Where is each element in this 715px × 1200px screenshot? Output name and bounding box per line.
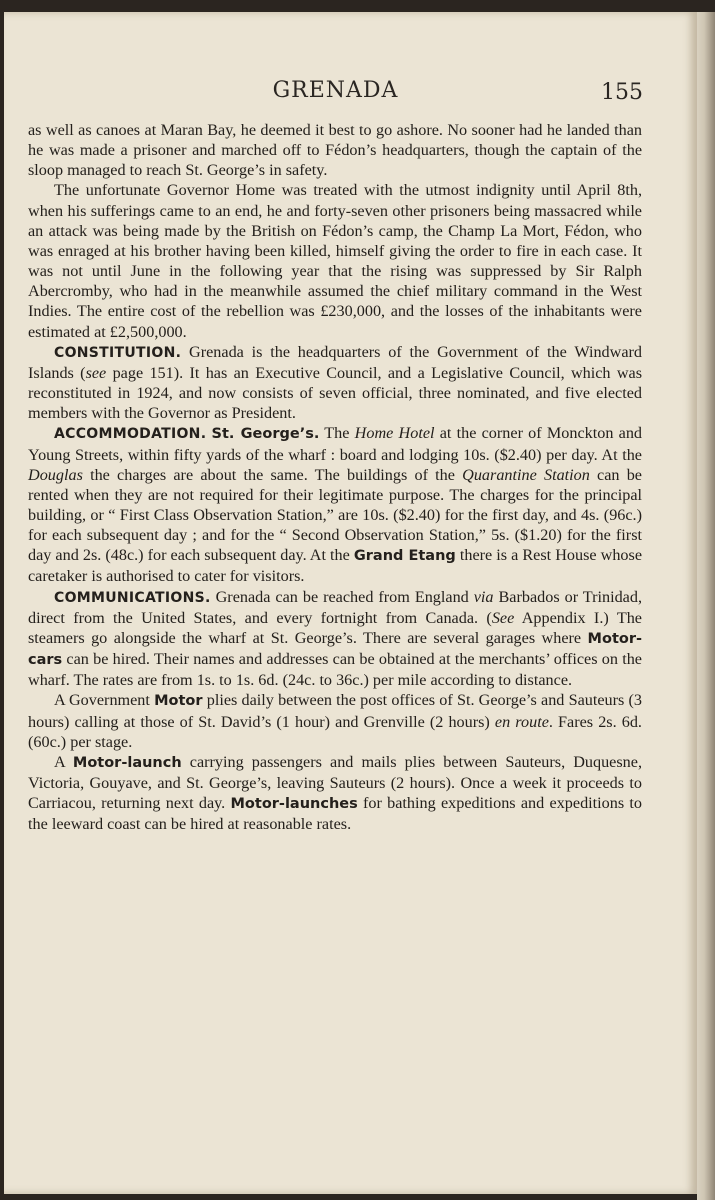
- keyword: Motor-cars: [28, 630, 642, 669]
- paragraph-accommodation: [28, 423, 642, 586]
- keyword: Motor-launch: [72, 754, 182, 771]
- keyword: St. George’s.: [211, 426, 320, 443]
- book-page: [4, 12, 697, 1194]
- paragraph-text: Grenada is the headquarters of the Government of the Windward Islands (: [28, 342, 642, 382]
- paragraph-communications: [28, 587, 642, 691]
- paragraph-text: plies daily between the post offices of St. George’s and Sauteurs (3 hours) calling at those of St. David’s (1 hour) and Grenville (2 hours): [28, 691, 643, 731]
- paragraph-text: can be rented when they are not required for their legitimate purpose. The charges for the principal building, or “ First Class Observation Station,” are 10s. ($2.40) for the first day, and 4s. (96c.) for each subsequent day ; and for the “ Second Observation Station,” 5s. ($1.20) for the first day and 2s. (48c.) for each subsequent day. At the: [28, 465, 642, 565]
- section-heading: ACCOMMODATION.: [54, 426, 207, 443]
- paragraph-text: page 151). It has an Executive Council, and a Legislative Council, which was reconstituted in 1924, and now consists of seven official, three nominated, and five elected members with the Governor as President.: [28, 363, 643, 423]
- paragraph-constitution: [28, 342, 642, 424]
- paragraph-text: carrying passengers and mails plies between Sauteurs, Duquesne, Victoria, Gouyave, and St. George’s, leaving Sauteurs (2 hours). Once a week it proceeds to Carriacou, returning next day.: [28, 752, 642, 813]
- page-number: 155: [601, 80, 643, 105]
- paragraph-text: Home Hotel: [354, 424, 435, 443]
- paragraph: as well as canoes at Maran Bay, he deemed it best to go ashore. No sooner had he landed than he was made a prisoner and marched off to Fédon’s headquarters, though the captain of the sloop managed to reach St. George’s in safety.: [28, 121, 642, 180]
- paragraph-text: The: [319, 424, 355, 443]
- paragraph-text: See: [491, 608, 515, 627]
- page-header: [28, 78, 643, 108]
- paragraph-text: Appendix I.) The steamers go alongside the wharf at St. George’s. There are several garages where: [28, 608, 642, 647]
- section-heading: CONSTITUTION.: [54, 344, 182, 361]
- keyword: Motor: [154, 693, 203, 710]
- page-body: [28, 120, 642, 834]
- paragraph-text: see: [85, 363, 107, 382]
- keyword: Grand Etang: [353, 548, 456, 565]
- paragraph-text: A Government: [54, 691, 155, 710]
- page-edge: [697, 12, 715, 1200]
- paragraph-text: . Fares 2s. 6d. (60c.) per stage.: [28, 712, 642, 751]
- paragraph-text: the charges are about the same. The buildings of the: [82, 465, 463, 484]
- paragraph-text: Barbados or Trinidad, direct from the United States, and every fortnight from Canada. (: [28, 587, 642, 627]
- paragraph-text: can be hired. Their names and addresses can be obtained at the merchants’ offices on the wharf. The rates are from 1s. to 1s. 6d. (24c. to 36c.) per mile according to distance.: [28, 650, 642, 690]
- paragraph: The unfortunate Governor Home was treated with the utmost indignity until April 8th, when his sufferings came to an end, he and forty-seven other prisoners being massacred while an attack was being made by the British on Fédon’s camp, the Champ La Mort, Fédon, who was enraged at his brother having been killed, himself giving the order to fire in each case. It was not until June in the following year that the rising was suppressed by Sir Ralph Abercromby, who had in the meanwhile assumed the chief military command in the West Indies. The entire cost of the rebellion was £230,000, and the losses of the inhabitants were estimated at £2,500,000.: [28, 181, 642, 341]
- paragraph-text: Grenada can be reached from England: [210, 587, 474, 606]
- keyword: Motor-launches: [230, 796, 358, 813]
- paragraph-text: Quarantine Station: [462, 465, 590, 484]
- section-heading: COMMUNICATIONS.: [54, 589, 211, 606]
- paragraph-text: via: [473, 587, 494, 606]
- paragraph-text: Douglas: [28, 465, 83, 484]
- paragraph-text: for bathing expeditions and expeditions to the leeward coast can be hired at reasonable rates.: [28, 794, 642, 834]
- running-head: GRENADA: [272, 78, 399, 103]
- paragraph: [28, 752, 642, 835]
- paragraph-text: en route: [494, 712, 549, 731]
- paragraph-text: A: [54, 752, 73, 771]
- paragraph-text: at the corner of Monckton and Young Streets, within fifty yards of the wharf : board and lodging 10s. ($2.40) per day. At the: [28, 424, 643, 464]
- paragraph-text: there is a Rest House whose caretaker is authorised to cater for visitors.: [28, 546, 643, 586]
- paragraph: [28, 690, 642, 751]
